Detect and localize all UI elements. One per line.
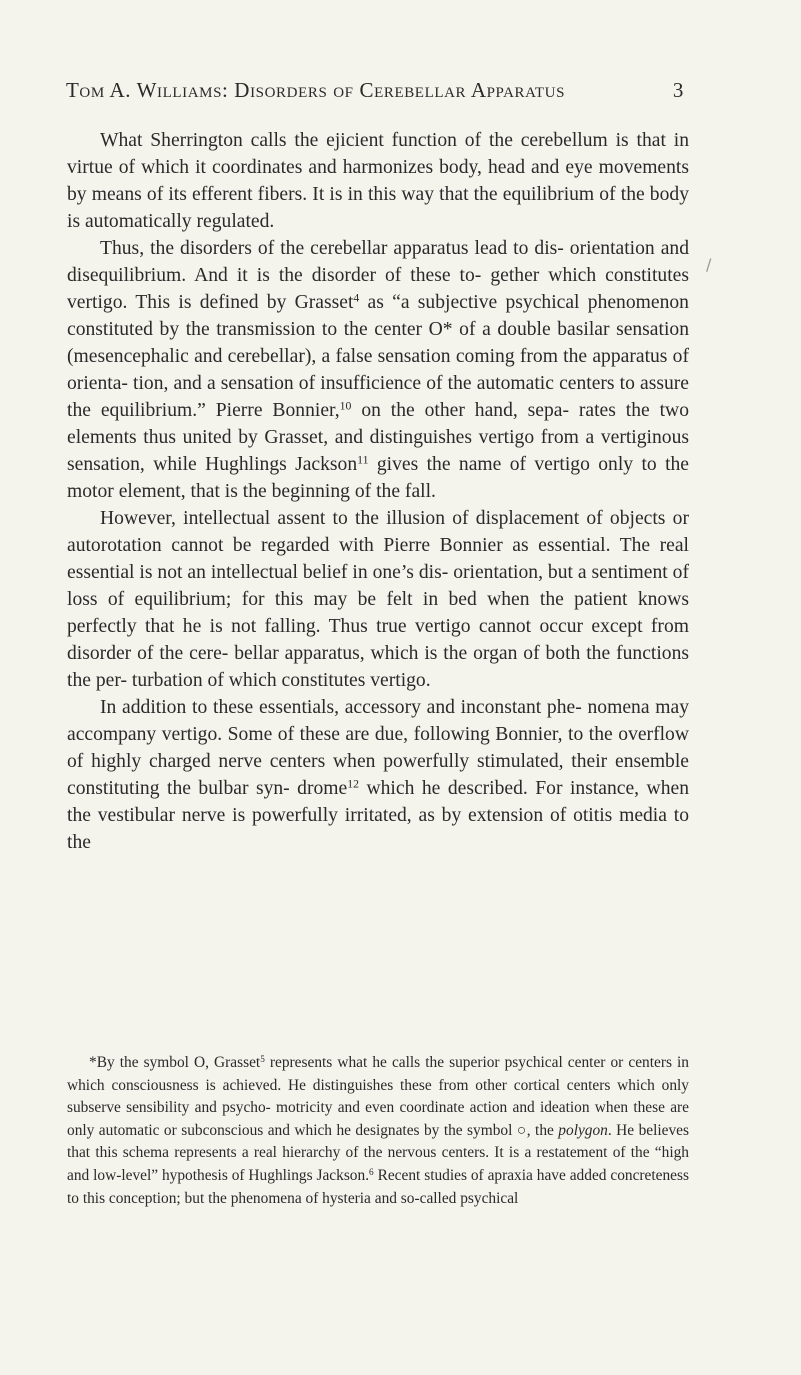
footnote-italic-term: polygon xyxy=(558,1121,608,1139)
page-number: 3 xyxy=(672,78,684,102)
paragraph-3-text: However, intellectual assent to the illusion of displacement of objects or autorotation cannot be regarded with Pierre Bonnier as essential. The real essential is not an intellectual belief in one’s dis- orientation, but a sentiment of loss of equilibrium; for this may be felt in bed when the patient knows perfectly that he is not falling. Thus true vertigo cannot occur except from disorder of the cere- bellar apparatus, which is the organ of both the functions the per- turbation of which constitutes vertigo. xyxy=(67,508,689,691)
footnote-paragraph xyxy=(67,1052,689,1210)
paragraph-4-text-a: In addition to these essentials, accessory and inconstant phe- nomena may accompany vertigo. Some of these are due, following Bonnier, to the overflow of highly charged nerve centers when powerfully stimulated, their ensemble constituting the bulbar syn- drome xyxy=(67,697,689,799)
footnote-ref: 10 xyxy=(339,399,352,413)
margin-pencil-mark: / xyxy=(706,255,712,274)
paragraph-4 xyxy=(67,694,689,856)
paragraph-1 xyxy=(67,127,689,235)
footnote-ref: 6 xyxy=(369,1166,374,1177)
paragraph-2 xyxy=(67,235,689,505)
footnote-ref: 4 xyxy=(353,291,360,305)
paragraph-2-text-d: gives the name of vertigo only to the motor element, that is the beginning of the fall. xyxy=(67,454,690,502)
footnote-ref: 12 xyxy=(347,777,359,791)
running-head xyxy=(66,78,684,110)
footnote-text-e: Recent studies of apraxia have added concreteness to this conception; but the phenomena of hysteria and so-called psychical xyxy=(67,1166,689,1207)
footnote-text-c: , the xyxy=(526,1121,559,1139)
paragraph-2-text-a: Thus, the disorders of the cerebellar apparatus lead to dis- orientation and disequilibrium. And it is the disorder of these to- gether which constitutes vertigo. This is defined by Grasset xyxy=(67,238,689,313)
footnote xyxy=(67,1052,689,1210)
paragraph-4-text-b: which he described. For instance, when the vestibular nerve is powerfully irritated, as by extension of otitis media to the xyxy=(67,778,689,853)
paragraph-2-text-b: as “a subjective psychical phenomenon constituted by the transmission to the center O* of a double basilar sensation (mesencephalic and cerebellar), a false sensation coming from the apparatus of orienta- tion, and a sensation of insufficience of the automatic centers to assure the equilibrium.” Pierre Bonnier, xyxy=(67,292,689,421)
paragraph-1-text: What Sherrington calls the ejicient function of the cerebellum is that in virtue of which it coordinates and harmonizes body, head and eye movements by means of its efferent fibers. It is in this way that the equilibrium of the body is automatically regulated. xyxy=(67,130,689,232)
footnote-text-b: represents what he calls the superior psychical center or centers in which consciousness is achieved. He distinguishes these from other cortical centers which only subserve sensibility and psycho- motricity and even coordinate action and ideation when these are only automatic or subconscious and which he designates by the symbol xyxy=(67,1054,689,1139)
circle-symbol: ○ xyxy=(516,1121,527,1139)
footnote-text-a: *By the symbol O, Grasset xyxy=(89,1054,261,1071)
paragraph-3 xyxy=(67,505,689,694)
paragraph-2-text-c: on the other hand, sepa- rates the two elements thus united by Grasset, and distinguishes vertigo from a vertiginous sensation, while Hughlings Jackson xyxy=(67,400,689,475)
footnote-ref: 5 xyxy=(260,1053,265,1064)
running-title: Tom A. Williams: Disorders of Cerebellar Apparatus xyxy=(66,78,566,102)
footnote-ref: 11 xyxy=(357,453,369,467)
body-text xyxy=(67,127,689,856)
footnote-text-d: . He believes that this schema represents a real hierarchy of the nervous centers. It is a restatement of the “high and low-level” hypothesis of Hughlings Jackson. xyxy=(67,1121,690,1184)
